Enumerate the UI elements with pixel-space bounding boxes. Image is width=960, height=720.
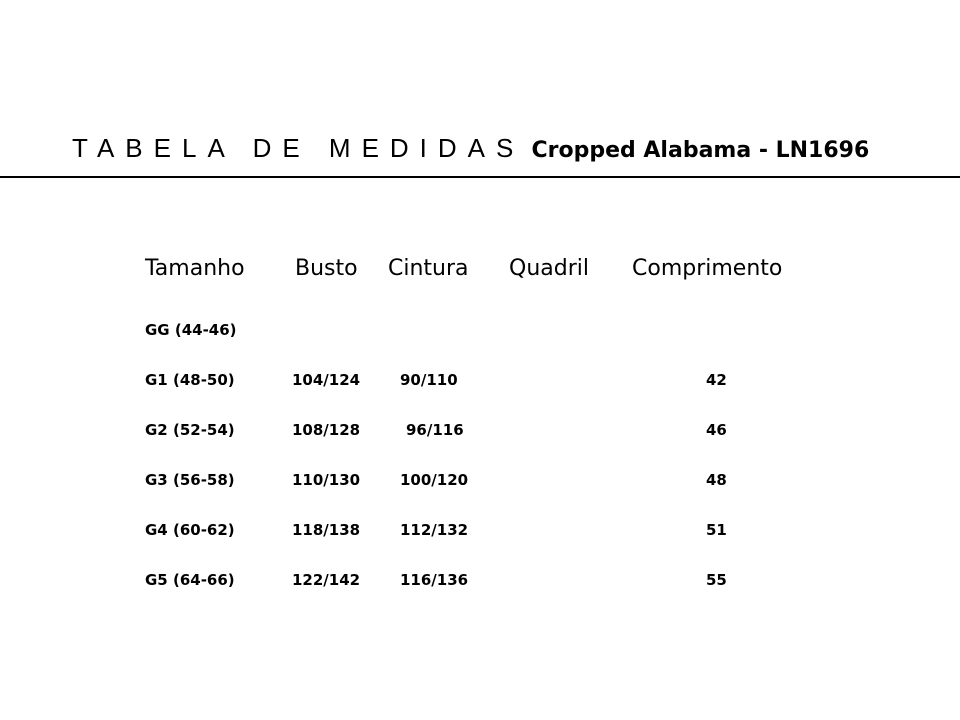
cell-cintura: 116/136 xyxy=(400,571,469,589)
cell-cintura: 96/116 xyxy=(406,421,464,439)
cell-cintura: 112/132 xyxy=(400,521,469,539)
column-header-tamanho: Tamanho xyxy=(145,256,245,281)
cell-busto: 110/130 xyxy=(292,471,361,489)
cell-size: G5 (64-66) xyxy=(145,571,235,589)
column-header-quadril: Quadril xyxy=(509,256,589,281)
column-header-busto: Busto xyxy=(295,256,358,281)
cell-size: G3 (56-58) xyxy=(145,471,235,489)
cell-busto: 104/124 xyxy=(292,371,361,389)
cell-comprimento: 42 xyxy=(706,371,727,389)
cell-comprimento: 55 xyxy=(706,571,727,589)
cell-busto: 122/142 xyxy=(292,571,361,589)
column-header-comprimento: Comprimento xyxy=(632,256,783,281)
cell-size: G4 (60-62) xyxy=(145,521,235,539)
cell-comprimento: 46 xyxy=(706,421,727,439)
cell-comprimento: 48 xyxy=(706,471,727,489)
title-label: TABELA DE MEDIDAS xyxy=(72,133,525,163)
cell-cintura: 90/110 xyxy=(400,371,458,389)
column-header-cintura: Cintura xyxy=(388,256,469,281)
cell-busto: 108/128 xyxy=(292,421,361,439)
cell-size: GG (44-46) xyxy=(145,321,237,339)
cell-busto: 118/138 xyxy=(292,521,361,539)
cell-size: G1 (48-50) xyxy=(145,371,235,389)
cell-size: G2 (52-54) xyxy=(145,421,235,439)
cell-comprimento: 51 xyxy=(706,521,727,539)
cell-cintura: 100/120 xyxy=(400,471,469,489)
page-title xyxy=(72,128,869,172)
title-divider xyxy=(0,176,960,178)
product-name: Cropped Alabama - LN1696 xyxy=(531,138,870,163)
